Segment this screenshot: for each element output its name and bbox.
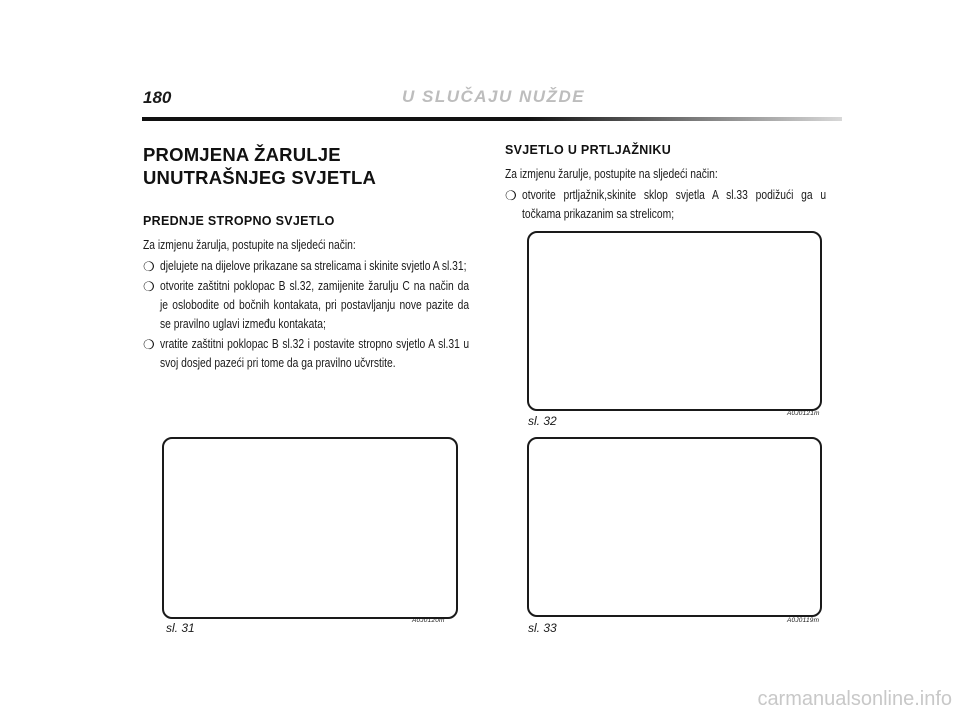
subheading-front-light: PREDNJE STROPNO SVJETLO [143, 214, 335, 228]
figure-31-label: sl. 31 [166, 621, 195, 635]
page-number: 180 [143, 88, 172, 107]
left-column [143, 143, 486, 373]
list-item [143, 276, 486, 333]
list-item [143, 256, 486, 275]
figure-32-image [527, 231, 822, 411]
figure-33-image [527, 437, 822, 617]
header-rule [142, 117, 842, 121]
figure-31-image [162, 437, 458, 619]
right-column [505, 143, 843, 224]
running-title: U SLUČAJU NUŽDE [402, 87, 586, 106]
figure-32-code: A0J0121m [787, 410, 820, 417]
bullet-icon: ❍ [505, 188, 517, 203]
bullet-text: otvorite prtljažnik,skinite sklop svjetla A sl.33 podižući ga u točkama prikazanim sa strelicom; [522, 187, 827, 221]
bullet-icon: ❍ [143, 259, 155, 274]
bullet-list-front [143, 256, 486, 372]
figure-33-label: sl. 33 [528, 621, 557, 635]
list-item [505, 185, 843, 223]
figure-31-code: A0J0120m [412, 617, 445, 624]
subheading-trunk-light: SVJETLO U PRTLJAŽNIKU [505, 143, 672, 157]
intro-text-trunk: Za izmjenu žarulje, postupite na sljedeći način: [505, 166, 718, 181]
section-title [143, 143, 486, 189]
bullet-icon: ❍ [143, 337, 155, 352]
section-title-line2: UNUTRAŠNJEG SVJETLA [143, 167, 377, 188]
section-title-line1: PROMJENA ŽARULJE [143, 144, 341, 165]
figure-33-code: A0J0119m [787, 617, 820, 624]
list-item [143, 334, 486, 372]
bullet-text: vratite zaštitni poklopac B sl.32 i postavite stropno svjetlo A sl.31 u svoj dosjed pazeći pri tome da ga pravilno učvrstite. [160, 336, 470, 370]
bullet-icon: ❍ [143, 279, 155, 294]
bullet-list-trunk [505, 185, 843, 223]
intro-text-front: Za izmjenu žarulja, postupite na sljedeći način: [143, 237, 356, 252]
bullet-text: djelujete na dijelove prikazane sa strelicama i skinite svjetlo A sl.31; [160, 258, 467, 273]
figure-32-label: sl. 32 [528, 414, 557, 428]
watermark: carmanualsonline.info [757, 688, 952, 710]
bullet-text: otvorite zaštitni poklopac B sl.32, zamijenite žarulju C na način da je oslobodite od bočnih kontakata, pri postavljanju nove pazite da se pravilno uglavi između kontakata; [160, 278, 470, 331]
